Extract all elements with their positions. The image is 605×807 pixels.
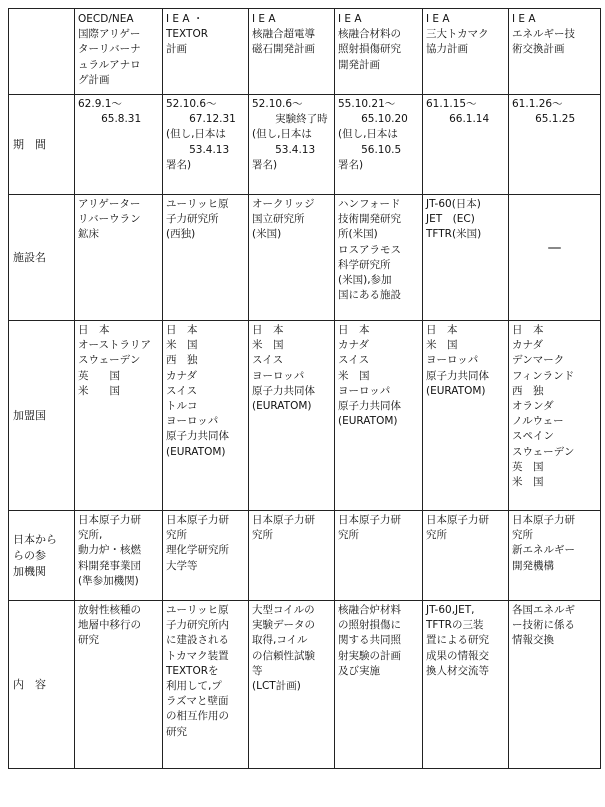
header-line: 開発計画	[338, 58, 380, 71]
facility-cell	[509, 195, 601, 321]
members-line: 米 国	[78, 384, 120, 397]
institutions-line: 究所	[252, 529, 273, 542]
members-line: ヨーロッパ	[166, 415, 219, 428]
content-line: TEXTORを	[166, 664, 219, 677]
header-line: 磁石開発計画	[252, 43, 315, 56]
institutions-line: 料開発事業団	[78, 559, 141, 572]
content-line: 及び実施	[338, 664, 380, 677]
content-line: 関する共同照	[338, 634, 401, 647]
members-line: オーストラリア	[78, 339, 151, 352]
members-line: 日 本	[338, 324, 370, 336]
facility-line: 国にある施設	[338, 289, 401, 302]
members-line: 米 国	[512, 476, 544, 489]
institutions-line: 究所	[166, 529, 187, 542]
members-line: ヨーロッパ	[252, 369, 305, 382]
period-line: 65.10.20	[361, 113, 408, 126]
content-line: 大型コイルの	[252, 604, 315, 616]
facility-cell	[75, 195, 163, 321]
content-line: 放射性核種の	[78, 604, 141, 616]
period-cell	[335, 95, 423, 195]
facility-line: (米国)	[252, 228, 282, 241]
content-line: の照射損傷に	[338, 619, 401, 632]
facility-cell	[423, 195, 509, 321]
members-line: トルコ	[166, 400, 198, 413]
header-line: I E A	[426, 13, 450, 25]
facility-row	[9, 195, 601, 321]
members-line: スイス	[166, 384, 198, 397]
header-cell	[509, 9, 601, 95]
header-line: ターリバーナ	[78, 43, 141, 56]
facility-line: 所(米国)	[338, 228, 378, 241]
content-cell	[509, 601, 601, 769]
members-line: 日 本	[426, 324, 458, 336]
facility-line: オークリッジ	[252, 198, 315, 210]
members-cell	[509, 321, 601, 511]
content-line: トカマク装置	[166, 649, 229, 662]
members-line: 日 本	[512, 324, 544, 336]
header-line: 国際アリゲー	[78, 28, 141, 41]
period-line: 66.1.14	[449, 113, 490, 126]
content-line: 等	[252, 664, 263, 677]
facility-line: ロスアラモス	[338, 243, 401, 256]
institutions-cell	[249, 511, 335, 601]
institutions-cell	[75, 511, 163, 601]
content-line: ユーリッヒ原	[166, 604, 229, 616]
facility-line: JT-60(日本)	[426, 198, 481, 210]
content-line: JT-60,JET,	[426, 604, 475, 616]
header-line: 三大トカマク	[426, 28, 489, 41]
period-line: 61.1.26～	[512, 98, 563, 110]
period-cell	[75, 95, 163, 195]
period-cell	[249, 95, 335, 195]
period-cell	[509, 95, 601, 195]
period-line: (但し,日本は	[252, 128, 312, 141]
period-line: 61.1.15～	[426, 98, 477, 110]
content-line: TFTRの三装	[426, 619, 484, 632]
row-label-institutions	[9, 511, 75, 601]
members-line: ヨーロッパ	[338, 384, 391, 397]
members-line: (EURATOM)	[252, 400, 312, 413]
members-line: ヨーロッパ	[426, 354, 479, 367]
institutions-line: 動力炉・核燃	[78, 544, 141, 557]
members-line: 日 本	[78, 324, 110, 336]
header-line: OECD/NEA	[78, 13, 134, 25]
institutions-line: 究所,	[78, 529, 103, 542]
institutions-line: 日本原子力研	[166, 514, 229, 526]
period-cell	[163, 95, 249, 195]
institutions-line: 開発機構	[512, 559, 554, 572]
row-label-facility: 施設名	[9, 195, 75, 321]
facility-line: リバーウラン	[78, 213, 141, 226]
period-row	[9, 95, 601, 195]
facility-line: アリゲーター	[78, 198, 141, 210]
content-line: 取得,コイル	[252, 634, 308, 647]
content-row	[9, 601, 601, 769]
facility-line: 技術開発研究	[338, 213, 401, 226]
header-line: 照射損傷研究	[338, 43, 401, 56]
header-line: エネルギー技	[512, 28, 575, 41]
members-line: 英 国	[78, 369, 120, 382]
content-line: の信頼性試験	[252, 649, 315, 662]
institutions-cell	[509, 511, 601, 601]
members-cell	[423, 321, 509, 511]
institutions-line: 日本原子力研	[252, 514, 315, 526]
members-line: フィンランド	[512, 369, 575, 382]
content-cell	[75, 601, 163, 769]
institutions-line: 日本原子力研	[78, 514, 141, 526]
members-line: ノルウェー	[512, 415, 564, 428]
content-line: 核融合炉材料	[338, 604, 401, 616]
content-line: ー技術に係る	[512, 619, 575, 632]
header-line: 計画	[166, 43, 187, 56]
period-line: 署名)	[166, 158, 192, 171]
row-label-line: 加機関	[13, 564, 46, 578]
institutions-line: 理化学研究所	[166, 544, 229, 557]
period-line: 署名)	[338, 158, 364, 171]
members-line: 原子力共同体	[338, 400, 401, 413]
institutions-line: (準参加機関)	[78, 574, 139, 587]
row-label-line: らの参	[13, 548, 46, 562]
institutions-line: 日本原子力研	[426, 514, 489, 526]
members-line: デンマーク	[512, 354, 565, 367]
facility-line: —	[547, 240, 562, 256]
members-line: 日 本	[166, 324, 198, 336]
header-cell	[335, 9, 423, 95]
period-cell	[423, 95, 509, 195]
institutions-line: 日本原子力研	[512, 514, 575, 526]
members-line: 米 国	[252, 339, 284, 352]
members-line: 原子力共同体	[252, 384, 315, 397]
header-line: 協力計画	[426, 43, 468, 56]
content-line: ラズマと壁面	[166, 695, 229, 708]
content-cell	[423, 601, 509, 769]
row-label-content: 内 容	[9, 601, 75, 769]
facility-line: (米国),参加	[338, 274, 392, 287]
members-line: スペイン	[512, 430, 554, 443]
period-line: 署名)	[252, 158, 278, 171]
members-line: スイス	[252, 354, 284, 367]
facility-line: ハンフォード	[338, 198, 401, 210]
header-line: I E A ・	[166, 13, 204, 25]
institutions-line: 大学等	[166, 559, 198, 572]
facility-line: JET (EC)	[426, 213, 475, 226]
facility-cell	[335, 195, 423, 321]
row-label-period: 期 間	[9, 95, 75, 195]
facility-cell	[163, 195, 249, 321]
content-cell	[335, 601, 423, 769]
institutions-line: 究所	[512, 529, 533, 542]
header-cell	[75, 9, 163, 95]
period-line: 53.4.13	[189, 143, 230, 156]
period-line: 52.10.6～	[166, 98, 217, 110]
content-line: 成果の情報交	[426, 649, 489, 662]
period-line: 52.10.6～	[252, 98, 303, 110]
institutions-line: 日本原子力研	[338, 514, 401, 526]
members-line: オランダ	[512, 400, 554, 413]
members-line: 日 本	[252, 324, 284, 336]
content-line: (LCT計画)	[252, 680, 301, 693]
header-cell	[423, 9, 509, 95]
members-line: 米 国	[338, 369, 370, 382]
institutions-row	[9, 511, 601, 601]
period-line: (但し,日本は	[338, 128, 398, 141]
content-line: 地層中移行の	[78, 619, 141, 632]
row-label-members: 加盟国	[9, 321, 75, 511]
content-line: 換人材交流等	[426, 664, 489, 677]
content-line: 研究	[166, 725, 187, 738]
period-line: 53.4.13	[275, 143, 316, 156]
period-line: 実験終了時	[275, 113, 328, 126]
institutions-cell	[163, 511, 249, 601]
facility-line: (西独)	[166, 228, 196, 241]
header-line: I E A	[252, 13, 276, 25]
members-line: スウェーデン	[512, 445, 575, 458]
members-line: 原子力共同体	[426, 369, 489, 382]
members-line: カナダ	[166, 369, 197, 382]
institutions-cell	[423, 511, 509, 601]
content-line: 置による研究	[426, 634, 489, 647]
members-row	[9, 321, 601, 511]
content-cell	[163, 601, 249, 769]
period-line: 65.8.31	[101, 113, 142, 126]
header-row	[9, 9, 601, 95]
facility-line: 国立研究所	[252, 213, 305, 226]
cooperation-table	[8, 8, 601, 769]
members-line: 米 国	[166, 339, 198, 352]
facility-line: TFTR(米国)	[426, 228, 482, 241]
members-line: (EURATOM)	[166, 445, 226, 458]
members-line: 西 独	[166, 354, 198, 367]
period-line: 67.12.31	[189, 113, 236, 126]
facility-line: ユーリッヒ原	[166, 198, 229, 210]
header-cell	[249, 9, 335, 95]
header-line: グ計画	[78, 73, 110, 86]
members-line: 原子力共同体	[166, 430, 229, 443]
members-cell	[335, 321, 423, 511]
header-line: I E A	[338, 13, 362, 25]
content-line: 実験データの	[252, 619, 315, 632]
period-line: 62.9.1～	[78, 98, 122, 110]
institutions-cell	[335, 511, 423, 601]
period-line: (但し,日本は	[166, 128, 226, 141]
header-line: 核融合超電導	[252, 28, 315, 41]
content-line: 子力研究所内	[166, 619, 229, 632]
period-line: 55.10.21～	[338, 98, 396, 110]
period-line: 56.10.5	[361, 143, 402, 156]
content-line: 利用して,プ	[166, 680, 222, 693]
members-line: スウェーデン	[78, 354, 141, 367]
institutions-line: 究所	[338, 529, 359, 542]
members-line: カナダ	[338, 339, 369, 352]
members-cell	[163, 321, 249, 511]
members-line: (EURATOM)	[426, 384, 486, 397]
row-label-line: 日本から	[13, 532, 57, 546]
content-line: 研究	[78, 634, 99, 647]
institutions-line: 新エネルギー	[512, 544, 575, 557]
period-line: 65.1.25	[535, 113, 576, 126]
members-line: (EURATOM)	[338, 415, 398, 428]
header-line: 核融合材料の	[338, 28, 401, 41]
members-line: 英 国	[512, 460, 544, 473]
content-line: 各国エネルギ	[512, 604, 575, 616]
facility-cell	[249, 195, 335, 321]
content-line: の相互作用の	[166, 710, 229, 723]
members-line: 西 独	[512, 384, 544, 397]
content-cell	[249, 601, 335, 769]
members-cell	[75, 321, 163, 511]
header-line: TEXTOR	[166, 28, 209, 41]
corner-cell	[9, 9, 75, 95]
content-line: 情報交換	[512, 634, 554, 647]
header-cell	[163, 9, 249, 95]
content-line: に建設される	[166, 634, 229, 647]
header-line: I E A	[512, 13, 536, 25]
facility-line: 科学研究所	[338, 258, 391, 271]
institutions-line: 究所	[426, 529, 447, 542]
facility-line: 鉱床	[78, 228, 99, 241]
members-line: スイス	[338, 354, 370, 367]
members-line: カナダ	[512, 339, 543, 352]
facility-line: 子力研究所	[166, 213, 219, 226]
header-line: 術交換計画	[512, 43, 565, 56]
members-cell	[249, 321, 335, 511]
header-line: ュラルアナロ	[78, 58, 141, 71]
content-line: 射実験の計画	[338, 649, 401, 662]
members-line: 米 国	[426, 339, 458, 352]
